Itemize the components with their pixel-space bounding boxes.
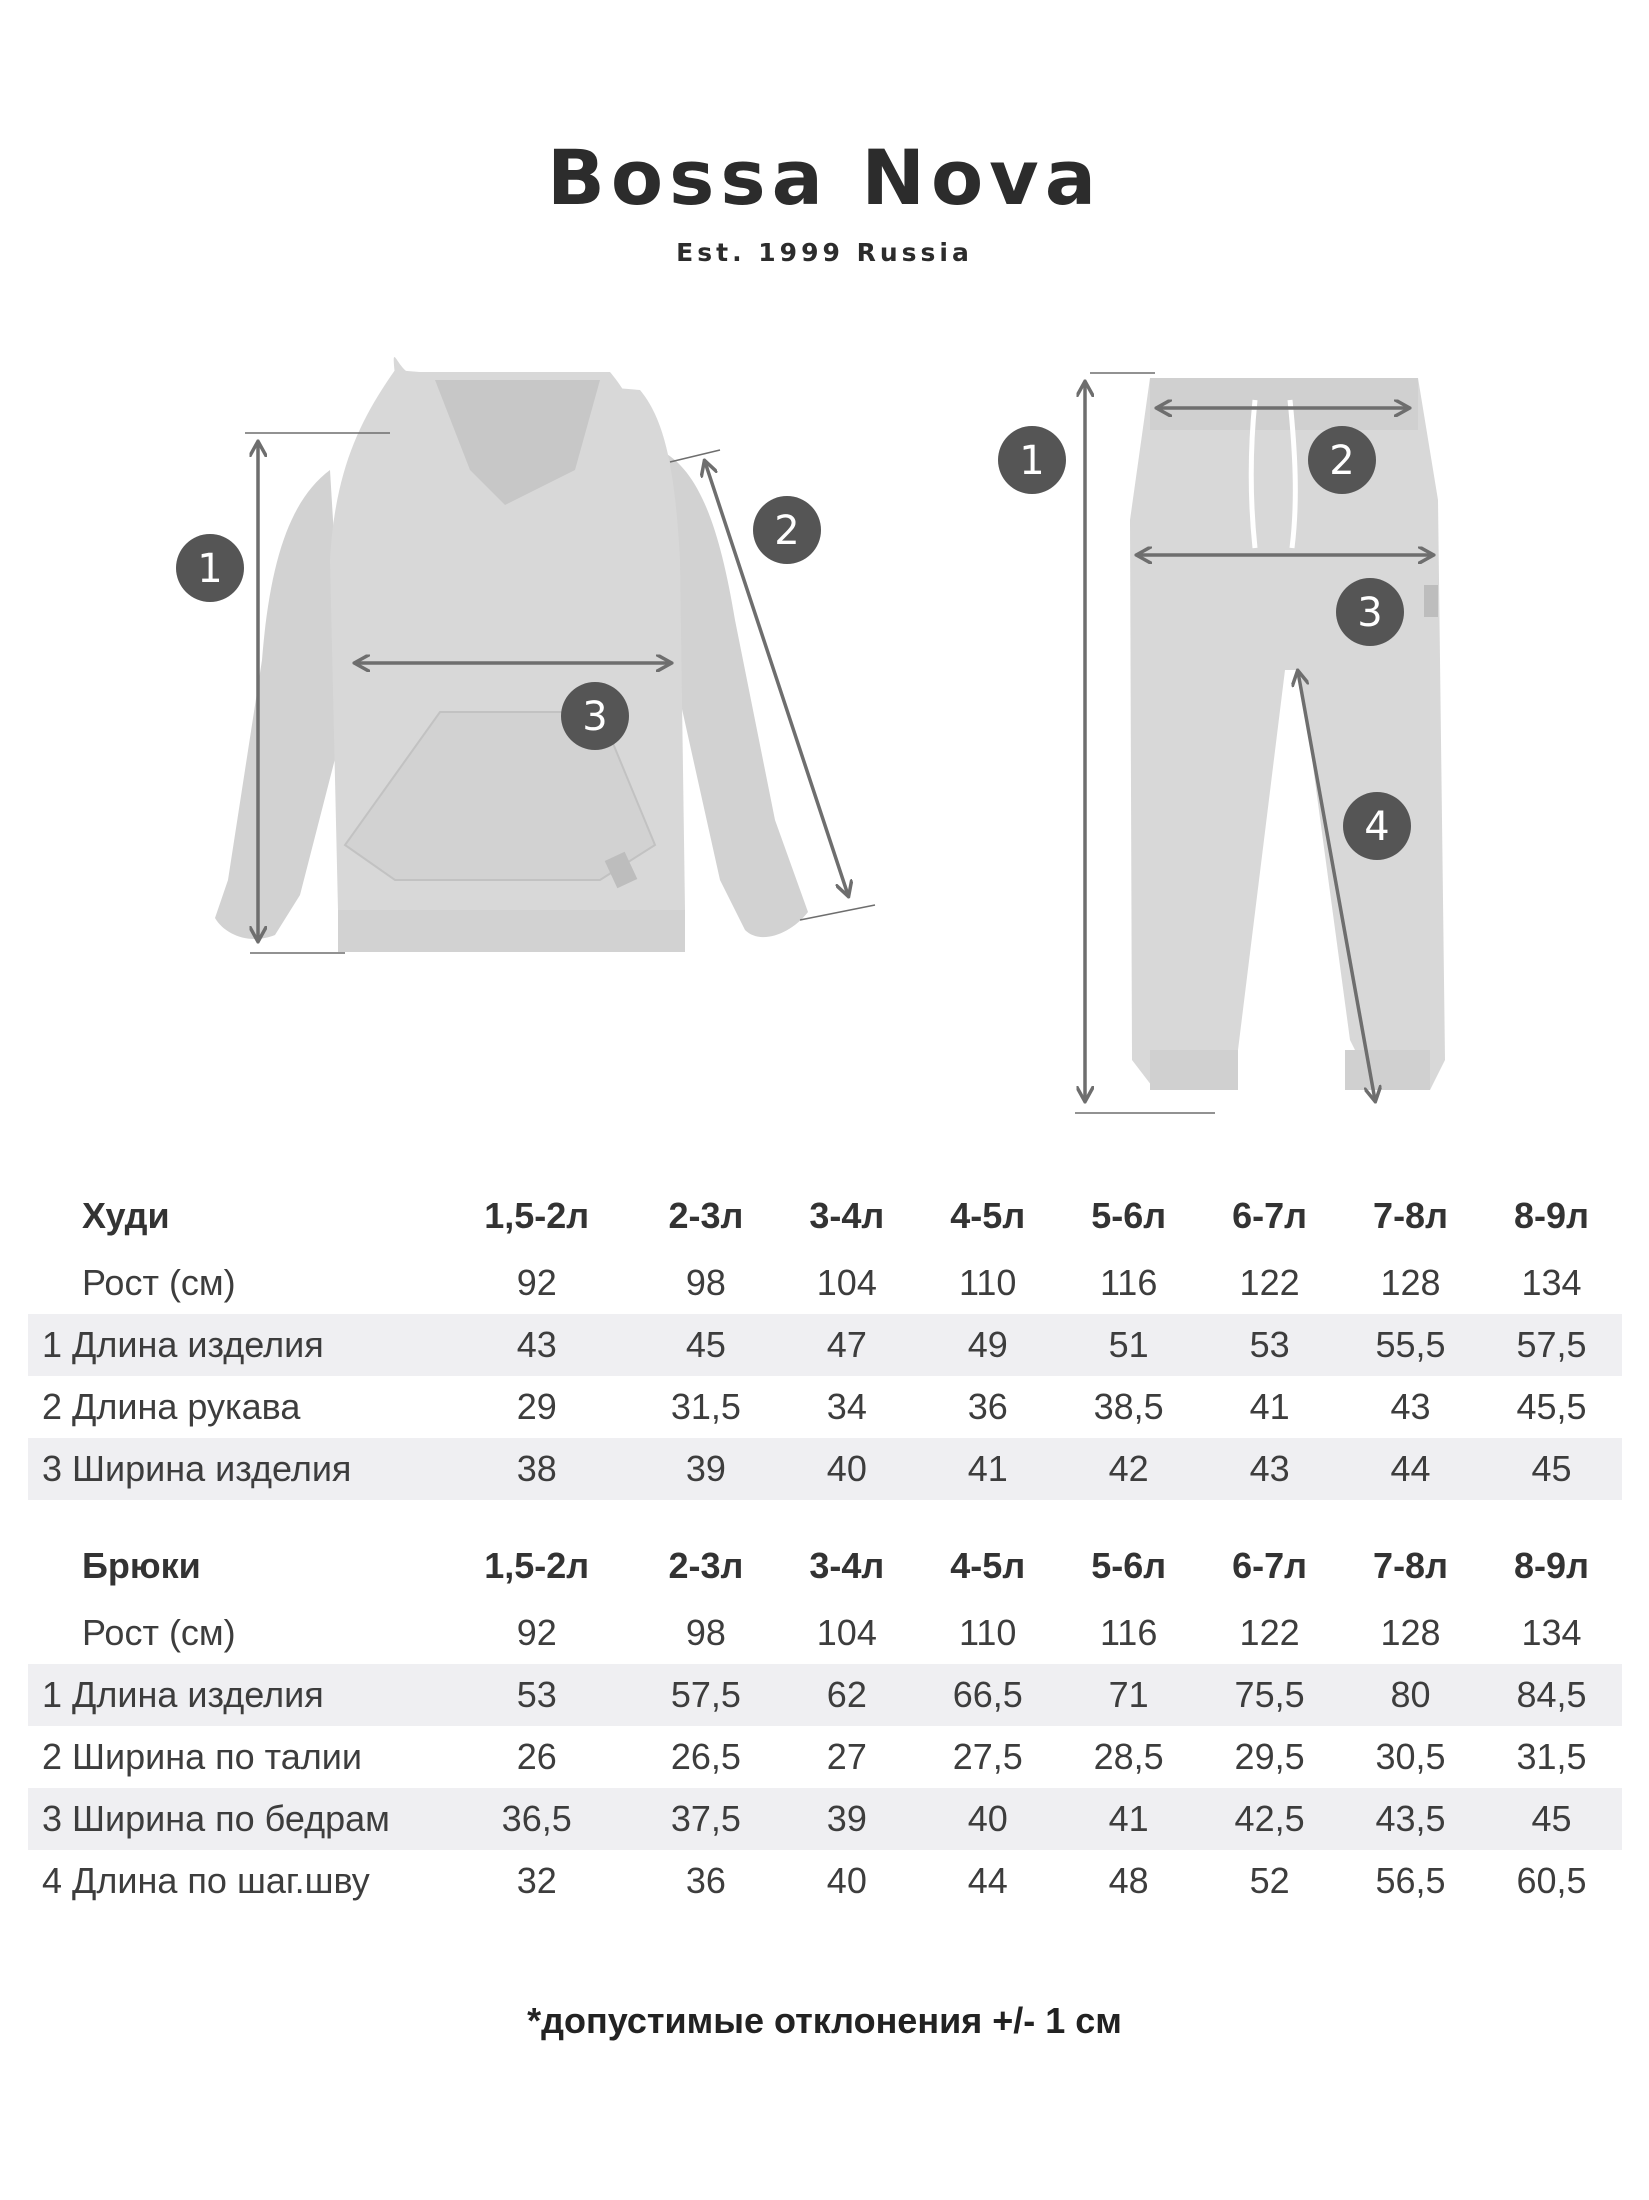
- size-header: 8-9л: [1514, 1545, 1589, 1586]
- badge-label: 2: [1329, 438, 1355, 484]
- hoodie-illustration: [215, 357, 808, 952]
- cell: 55,5: [1340, 1314, 1481, 1376]
- cell: 40: [917, 1788, 1058, 1850]
- cell: 27: [826, 1736, 867, 1777]
- cell: 104: [816, 1612, 877, 1653]
- table-row: [28, 1850, 1622, 1912]
- cell: 39: [776, 1788, 917, 1850]
- badge-hoodie-1: [176, 534, 244, 602]
- cell: 84,5: [1481, 1664, 1622, 1726]
- cell: 41: [1249, 1386, 1290, 1427]
- cell: 60,5: [1516, 1860, 1587, 1901]
- cell: 41: [917, 1438, 1058, 1500]
- cell: 31,5: [1516, 1736, 1587, 1777]
- badge-pants-3: [1336, 578, 1404, 646]
- badge-label: 1: [1019, 438, 1045, 484]
- cell: 34: [826, 1386, 867, 1427]
- badge-pants-2: [1308, 426, 1376, 494]
- cell: 36,5: [438, 1788, 635, 1850]
- cell: 98: [685, 1262, 726, 1303]
- badge-hoodie-3: [561, 682, 629, 750]
- cell: 39: [635, 1438, 776, 1500]
- cell: 31,5: [670, 1386, 741, 1427]
- table-header-row: [28, 1530, 1622, 1602]
- cell: 26,5: [670, 1736, 741, 1777]
- table-row: [28, 1438, 1622, 1500]
- size-header: 4-5л: [950, 1545, 1026, 1586]
- pants-waistband: [1150, 378, 1418, 430]
- size-header: 6-7л: [1232, 1545, 1308, 1586]
- hoodie-sleeve-ref-top: [670, 450, 720, 462]
- cell: 122: [1239, 1612, 1300, 1653]
- cell: 43: [1199, 1438, 1340, 1500]
- row-label: 4 Длина по шаг.шву: [42, 1860, 370, 1901]
- cell: 134: [1521, 1612, 1582, 1653]
- row-label: 1 Длина изделия: [28, 1314, 438, 1376]
- table-row: [28, 1726, 1622, 1788]
- cell: 71: [1058, 1664, 1199, 1726]
- cell: 45: [635, 1314, 776, 1376]
- hoodie-cuff-band: [338, 910, 685, 952]
- pants-label: [1424, 585, 1438, 617]
- cell: 104: [816, 1262, 877, 1303]
- cell: 57,5: [635, 1664, 776, 1726]
- cell: 40: [776, 1438, 917, 1500]
- cell: 45,5: [1516, 1386, 1587, 1427]
- brand-tagline: Est. 1999 Russia: [676, 238, 973, 267]
- cell: 37,5: [635, 1788, 776, 1850]
- pants-illustration: [1130, 378, 1445, 1090]
- size-header: 8-9л: [1514, 1195, 1589, 1236]
- size-header: 2-3л: [668, 1545, 744, 1586]
- table-row: [28, 1602, 1622, 1664]
- badge-pants-1: [998, 426, 1066, 494]
- cell: 128: [1380, 1262, 1441, 1303]
- cell: 53: [1199, 1314, 1340, 1376]
- cell: 44: [1340, 1438, 1481, 1500]
- cell: 43,5: [1340, 1788, 1481, 1850]
- cell: 62: [776, 1664, 917, 1726]
- row-label: 1 Длина изделия: [28, 1664, 438, 1726]
- row-label: Рост (см): [82, 1262, 236, 1303]
- cell: 75,5: [1199, 1664, 1340, 1726]
- cell: 40: [826, 1860, 867, 1901]
- hoodie-left-sleeve: [215, 470, 345, 939]
- cell: 45: [1481, 1788, 1622, 1850]
- cell: 28,5: [1093, 1736, 1164, 1777]
- cell: 110: [959, 1612, 1017, 1653]
- cell: 32: [516, 1860, 557, 1901]
- cell: 56,5: [1375, 1860, 1446, 1901]
- cell: 116: [1099, 1262, 1158, 1303]
- table-row: [28, 1788, 1622, 1850]
- row-label: 3 Ширина изделия: [28, 1438, 438, 1500]
- cell: 29,5: [1234, 1736, 1305, 1777]
- pants-body: [1130, 378, 1445, 1090]
- size-header: 4-5л: [950, 1195, 1026, 1236]
- badge-label: 2: [774, 508, 800, 554]
- brand-logo: Bossa Nova: [546, 133, 1102, 222]
- pants-cuff-left: [1150, 1050, 1238, 1090]
- cell: 38,5: [1093, 1386, 1164, 1427]
- cell: 51: [1058, 1314, 1199, 1376]
- table-row: [28, 1314, 1622, 1376]
- size-header: 1,5-2л: [484, 1195, 590, 1236]
- cell: 134: [1521, 1262, 1582, 1303]
- cell: 52: [1249, 1860, 1290, 1901]
- cell: 57,5: [1481, 1314, 1622, 1376]
- pants-size-table: [28, 1530, 1622, 1912]
- cell: 36: [967, 1386, 1008, 1427]
- cell: 98: [685, 1612, 726, 1653]
- hoodie-size-table: [28, 1180, 1622, 1500]
- cell: 38: [438, 1438, 635, 1500]
- cell: 110: [959, 1262, 1017, 1303]
- size-header: 3-4л: [809, 1195, 885, 1236]
- cell: 27,5: [952, 1736, 1023, 1777]
- cell: 26: [516, 1736, 557, 1777]
- badge-label: 3: [582, 694, 608, 740]
- table-row: [28, 1252, 1622, 1314]
- row-label: Рост (см): [82, 1612, 236, 1653]
- size-header: 5-6л: [1091, 1195, 1167, 1236]
- size-header: 7-8л: [1373, 1545, 1448, 1586]
- badge-pants-4: [1343, 792, 1411, 860]
- cell: 29: [516, 1386, 557, 1427]
- tolerance-note: *допустимые отклонения +/- 1 см: [527, 2000, 1122, 2041]
- cell: 80: [1340, 1664, 1481, 1726]
- cell: 42: [1058, 1438, 1199, 1500]
- cell: 45: [1481, 1438, 1622, 1500]
- badge-label: 4: [1364, 804, 1390, 850]
- cell: 92: [516, 1612, 557, 1653]
- table-row: [28, 1664, 1622, 1726]
- size-header: 5-6л: [1091, 1545, 1167, 1586]
- hoodie-sleeve-ref-bottom: [800, 905, 875, 920]
- size-header: 6-7л: [1232, 1195, 1308, 1236]
- size-header: 2-3л: [668, 1195, 744, 1236]
- cell: 43: [1390, 1386, 1431, 1427]
- cell: 122: [1239, 1262, 1300, 1303]
- cell: 48: [1108, 1860, 1149, 1901]
- row-label: 2 Длина рукава: [42, 1386, 301, 1427]
- cell: 128: [1380, 1612, 1441, 1653]
- pants-cuff-right: [1345, 1050, 1430, 1090]
- badge-label: 1: [197, 546, 223, 592]
- cell: 49: [917, 1314, 1058, 1376]
- table-row: [28, 1376, 1622, 1438]
- table-title: Брюки: [82, 1545, 201, 1586]
- cell: 47: [776, 1314, 917, 1376]
- size-header: 7-8л: [1373, 1195, 1448, 1236]
- cell: 44: [967, 1860, 1008, 1901]
- size-header: 3-4л: [809, 1545, 885, 1586]
- cell: 92: [516, 1262, 557, 1303]
- cell: 41: [1058, 1788, 1199, 1850]
- row-label: 3 Ширина по бедрам: [28, 1788, 438, 1850]
- badge-hoodie-2: [753, 496, 821, 564]
- cell: 30,5: [1375, 1736, 1446, 1777]
- cell: 36: [685, 1860, 726, 1901]
- table-header-row: [28, 1180, 1622, 1252]
- size-header: 1,5-2л: [484, 1545, 590, 1586]
- cell: 116: [1099, 1612, 1158, 1653]
- cell: 42,5: [1199, 1788, 1340, 1850]
- cell: 53: [438, 1664, 635, 1726]
- table-title: Худи: [82, 1195, 170, 1236]
- badge-label: 3: [1357, 590, 1383, 636]
- cell: 66,5: [917, 1664, 1058, 1726]
- row-label: 2 Ширина по талии: [42, 1736, 363, 1777]
- cell: 43: [438, 1314, 635, 1376]
